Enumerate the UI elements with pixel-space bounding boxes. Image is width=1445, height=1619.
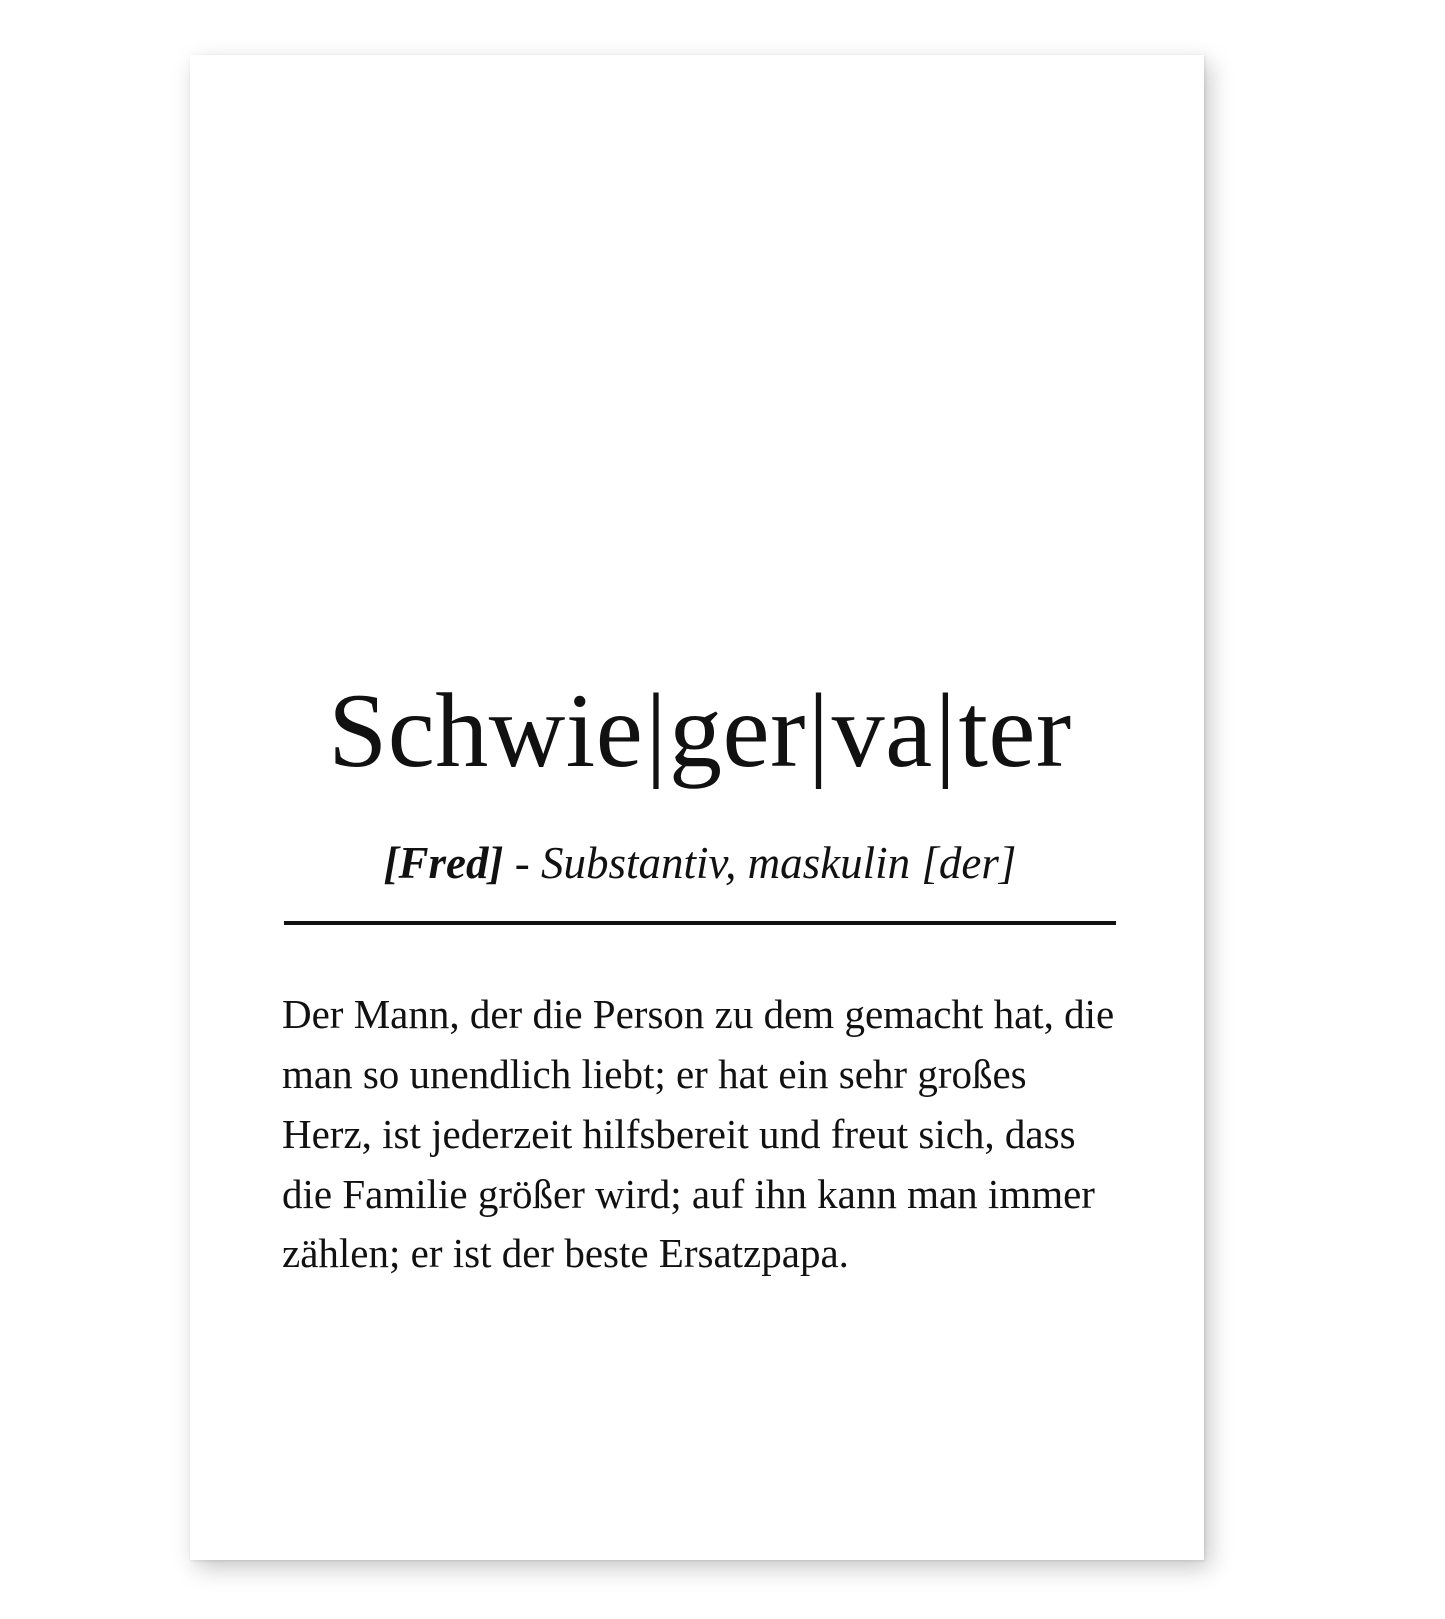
headword-syllable-1: Schwie [328,672,644,789]
subtitle-dash: - [503,838,542,888]
personal-name: [Fred] [383,838,504,888]
poster-sheet [190,55,1204,1560]
headword-syllable-2: ger [669,672,806,789]
page-title [280,672,1120,789]
subtitle-line [280,837,1120,889]
poster-content [280,55,1120,1560]
headword-separator-3: | [934,672,957,789]
horizontal-divider [284,921,1116,925]
headword-separator-2: | [807,672,830,789]
definition-text: Der Mann, der die Person zu dem gemacht hat, die man so unendlich liebt; er hat ein sehr großes Herz, ist jederzeit hilfsbereit und freut sich, dass die Familie größer wird; auf ihn kann man immer zählen; er ist der beste Ersatzpapa. [282,991,1115,1277]
headword-syllable-3: va [831,672,933,789]
headword-separator-1: | [645,672,668,789]
headword-syllable-4: ter [958,672,1072,789]
grammar-info: Substantiv, maskulin [der] [541,838,1017,888]
